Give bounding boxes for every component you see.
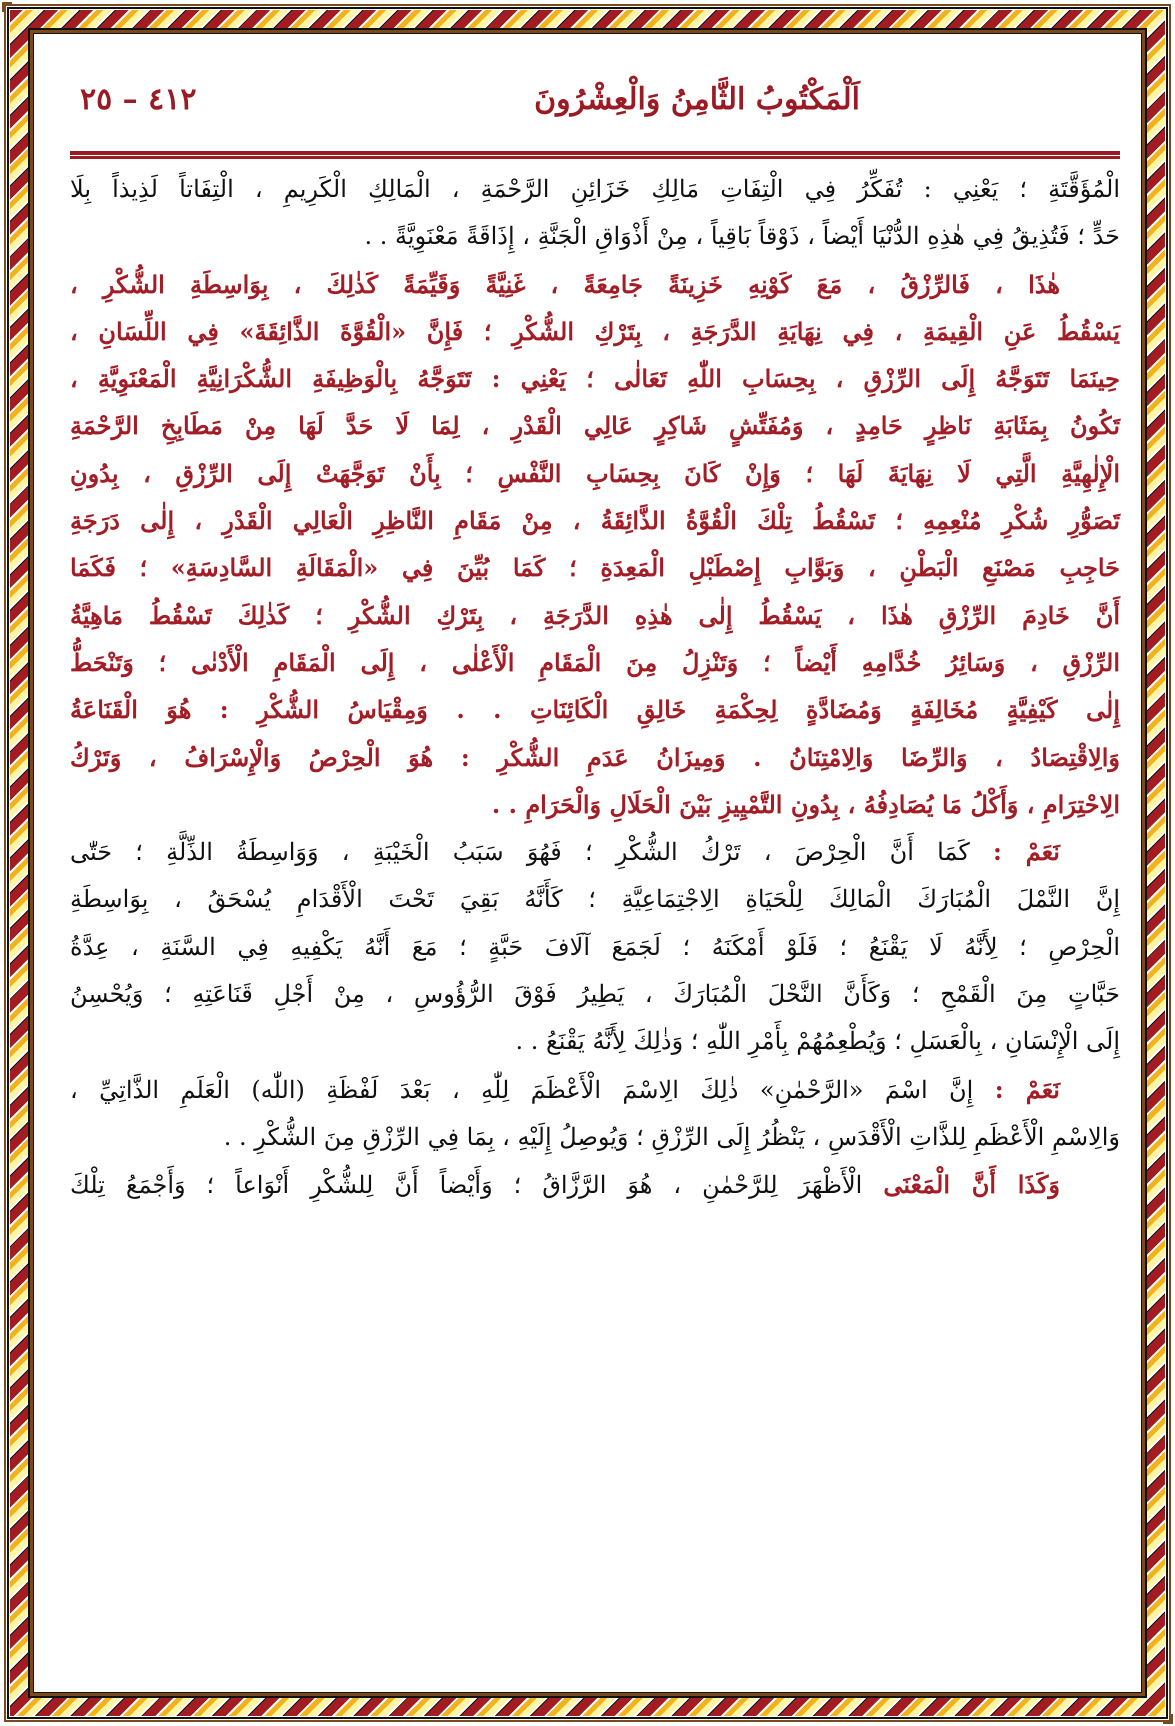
header-divider	[70, 151, 1120, 155]
text-line: حَبَّاتٍ مِنَ الْقَمْحِ ؛ وَكَأَنَّ النَّحْلَ الْمُبَارَكَ ، يَطِيرُ فَوْقَ الرُّؤُوسِ ، مِنْ أَجْلِ قَنَاعَتِهِ ؛ وَيُحْسِنُ	[70, 980, 1120, 1009]
chapter-title: اَلْمَكْتُوبُ الثَّامِنُ وَالْعِشْرُونَ	[534, 81, 860, 117]
text-line: حَدٍّ ؛ فَتُذِيقُ فِي هٰذِهِ الدُّنْيَا أَيْضاً ، ذَوْقاً بَاقِياً ، مِنْ أَذْوَاقِ الْجَنَّةِ ، إِذَاقَةً مَعْنَوِيَّةً . .	[364, 222, 1120, 251]
paragraph	[70, 1066, 1120, 1162]
text-segment: الْأَظْهَرَ لِلرَّحْمٰنِ ، هُوَ الرَّزَّاقُ ؛ وَأَيْضاً أَنَّ لِلشُّكْرِ أَنْوَاعاً ؛ وَأَجْمَعُ تِلْكَ	[70, 1171, 863, 1200]
paragraph-lead: وَكَذَا أَنَّ الْمَعْنَى	[883, 1170, 1060, 1200]
text-segment: إِنَّ اسْمَ «الرَّحْمٰنِ» ذٰلِكَ الِاسْمَ الْأَعْظَمَ لِلّٰهِ ، بَعْدَ لَفْظَةِ (اللّٰه) الْعَلَمِ الذَّاتِيِّ ،	[70, 1075, 974, 1104]
paragraph-lead: نَعَمْ :	[992, 837, 1060, 867]
text-line	[70, 1161, 1120, 1209]
text-line: الْحِرْصِ ؛ لِأَنَّهُ لَا يَقْنَعُ ؛ فَلَوْ أَمْكَنَهُ ؛ لَجَمَعَ آلَافَ حَبَّةٍ ؛ مَعَ أَنَّهُ يَكْفِيهِ فِي السَّنَةِ ، عِدَّةُ	[70, 932, 1121, 961]
text-line: تَكُونُ بِمَثَابَةِ نَاظِرٍ حَامِدٍ ، وَمُفَتِّشٍ شَاكِرٍ عَالِي الْقَدْرِ ، لِمَا لَا حَدَّ لَهَا مِنْ مَطَابِخِ الرَّحْمَةِ	[70, 411, 1120, 441]
text-line: حَاجِبِ مَصْنَعِ الْبَطْنِ ، وَبَوَّابِ إِصْطَبْلِ الْمَعِدَةِ ؛ كَمَا بُيِّنَ فِي «الْمَقَالَةِ السَّادِسَةِ» ؛ فَكَمَا	[70, 553, 1120, 583]
paragraph	[70, 828, 1120, 1065]
text-line: الْمُؤَقَّتَةِ ؛ يَعْنِي : تُفَكِّرُ فِي الْتِفَاتِ مَالِكِ خَزَائِنِ الرَّحْمَةِ ، الْمَالِكِ الْكَرِيمِ ، الْتِفَاتاً لَذِيذاً بِلَا	[70, 175, 1120, 203]
page-number: ٤١٢ – ٢٥	[80, 81, 197, 117]
text-line: أَنَّ خَادِمَ الرِّزْقِ هٰذَا ، يَسْقُطُ إِلٰى هٰذِهِ الدَّرَجَةِ ، بِتَرْكِ الشُّكْرِ ؛ كَذٰلِكَ تَسْقُطُ مَاهِيَّةُ	[70, 600, 1120, 630]
text-line: حِينَمَا تَتَوَجَّهُ إِلَى الرِّزْقِ ، بِحِسَابِ اللّٰهِ تَعَالٰى ؛ يَعْنِي : تَتَوَجَّهُ بِالْوَظِيفَةِ الشُّكْرَانِيَّةِ الْمَعْنَوِيَّةِ ،	[70, 364, 1120, 394]
paragraph-lead: نَعَمْ :	[994, 1074, 1060, 1104]
page-header	[70, 74, 1120, 124]
text-line: يَسْقُطُ عَنِ الْقِيمَةِ ، فِي نِهَايَةِ الدَّرَجَةِ ، بِتَرْكِ الشُّكْرِ ؛ فَإِنَّ «الْقُوَّةَ الذَّائِقَةَ» فِي اللِّسَانِ ،	[70, 316, 1120, 346]
text-segment: كَمَا أَنَّ الْحِرْصَ ، تَرْكُ الشُّكْرِ ؛ فَهُوَ سَبَبُ الْخَيْبَةِ ، وَوَاسِطَةُ الذِّلَّةِ ؛ حَتّٰى	[70, 838, 970, 867]
text-line: الْإِلٰهِيَّةِ الَّتِي لَا نِهَايَةَ لَهَا ؛ وَإِنْ كَانَ بِحِسَابِ النَّفْسِ ؛ بِأَنْ تَوَجَّهَتْ إِلَى الرِّزْقِ ، بِدُونِ	[70, 458, 1120, 488]
text-line: هٰذَا ، فَالرِّزْقُ ، مَعَ كَوْنِهِ خَزِينَةً جَامِعَةً ، غَنِيَّةً وَقَيِّمَةً كَذٰلِكَ ، بِوَاسِطَةِ الشُّكْرِ ،	[70, 269, 1060, 299]
book-page	[60, 34, 1120, 1690]
highlighted-paragraph	[70, 261, 1120, 829]
paragraph	[70, 166, 1120, 261]
text-line: الرِّزْقِ ، وَسَائِرُ خُدَّامِهِ أَيْضاً ؛ وَتَنْزِلُ مِنَ الْمَقَامِ الْأَعْلٰى ، إِلَى الْمَقَامِ الْأَدْنٰى ؛ وَتَنْحَطُّ	[70, 647, 1120, 677]
paragraph	[70, 1161, 1120, 1209]
text-line: الِاحْتِرَامِ ، وَأَكْلُ مَا يُصَادِفُهُ ، بِدُونِ التَّمْيِيزِ بَيْنَ الْحَلَالِ وَالْحَرَامِ . .	[491, 789, 1120, 819]
text-line: إِنَّ النَّمْلَ الْمُبَارَكَ الْمَالِكَ لِلْحَيَاةِ الِاجْتِمَاعِيَّةِ ؛ كَأَنَّهُ بَقِيَ تَحْتَ الْأَقْدَامِ يُسْحَقُ ، بِوَاسِطَةِ	[70, 885, 1120, 914]
corner-ornament-icon	[1163, 1714, 1173, 1724]
header-divider-secondary	[70, 156, 1120, 159]
text-line	[70, 828, 1120, 876]
text-line: وَالِاسْمِ الْأَعْظَمِ لِلذَّاتِ الْأَقْدَسِ ، يَنْظُرُ إِلَى الرِّزْقِ ؛ وَيُوصِلُ إِلَيْهِ ، بِمَا فِي الرِّزْقِ مِنَ الشُّكْرِ . .	[223, 1122, 1120, 1151]
text-line: تَصَوُّرِ شُكْرِ مُنْعِمِهِ ؛ تَسْقُطُ تِلْكَ الْقُوَّةُ الذَّائِقَةُ ، مِنْ مَقَامِ النَّاظِرِ الْعَالِي الْقَدْرِ ، إِلٰى دَرَجَةِ	[70, 506, 1120, 536]
text-line: إِلَى الْإِنْسَانِ ، بِالْعَسَلِ ؛ وَيُطْعِمُهُمْ بِأَمْرِ اللّٰهِ ؛ وَذٰلِكَ لِأَنَّهُ يَقْنَعُ . .	[515, 1027, 1120, 1056]
text-line: إِلٰى كَيْفِيَّةٍ مُخَالِفَةٍ وَمُضَادَّةٍ لِحِكْمَةِ خَالِقِ الْكَائِنَاتِ . . وَمِقْيَاسُ الشُّكْرِ : هُوَ الْقَنَاعَةُ	[70, 695, 1120, 725]
text-line	[70, 1066, 1120, 1114]
corner-ornament-icon	[2, 2, 12, 12]
body-text	[70, 166, 1120, 1210]
text-line: وَالِاقْتِصَادُ ، وَالرِّضَا وَالِامْتِنَانُ . وَمِيزَانُ عَدَمِ الشُّكْرِ : هُوَ الْحِرْصُ وَالْإِسْرَافُ ، وَتَرْكُ	[70, 742, 1120, 772]
